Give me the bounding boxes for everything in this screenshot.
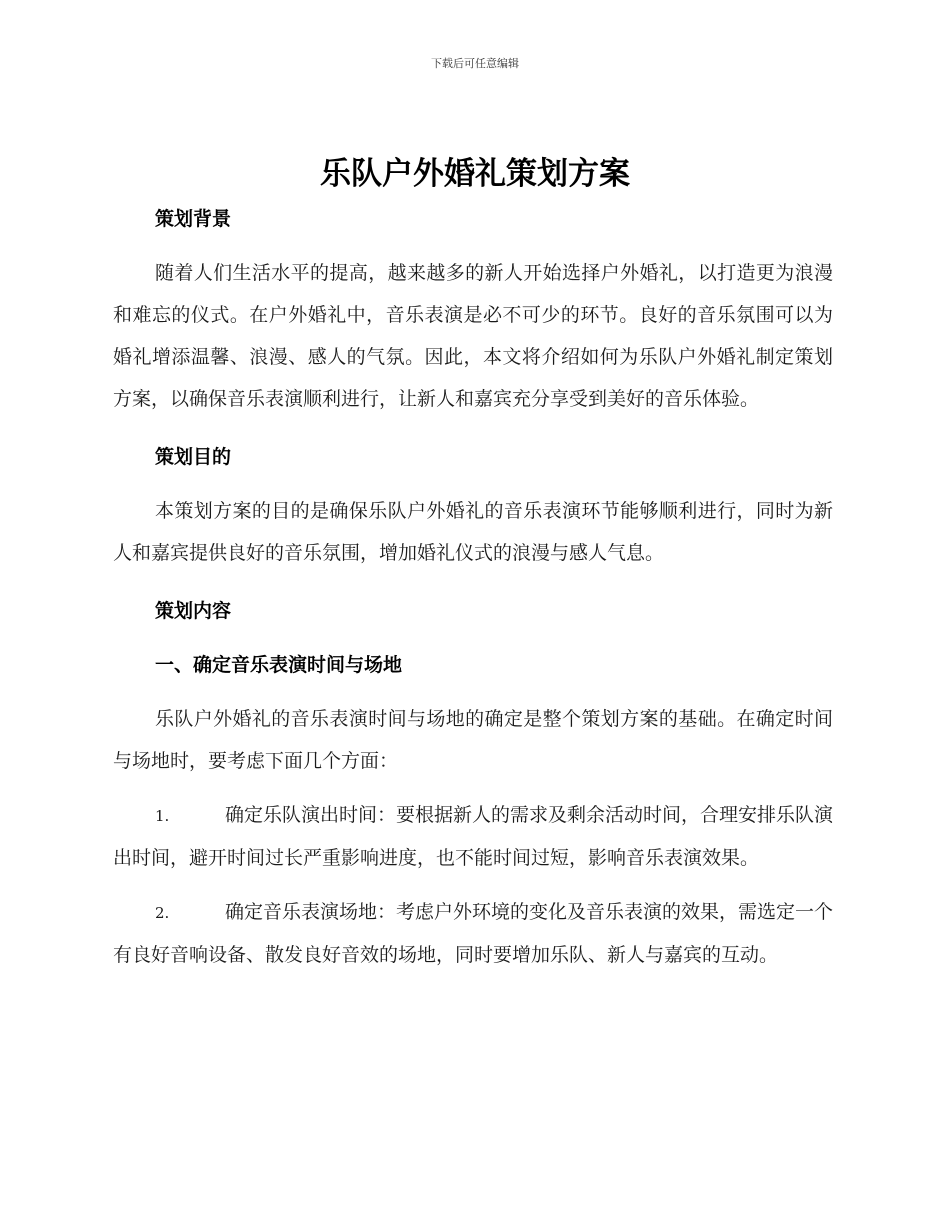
document-title: 乐队户外婚礼策划方案 [320, 156, 630, 192]
heading-background: 策划背景 [155, 208, 232, 230]
paragraph-time-venue: 乐队户外婚礼的音乐表演时间与场地的确定是整个策划方案的基础。在确定时间与场地时，要考虑下面几个方面： [113, 708, 833, 772]
list-item-number: 1. [155, 807, 170, 825]
list-item-number: 2. [155, 904, 170, 922]
list-item [113, 794, 833, 879]
list-item [113, 891, 833, 976]
heading-content: 策划内容 [155, 600, 232, 622]
paragraph-background: 随着人们生活水平的提高，越来越多的新人开始选择户外婚礼，以打造更为浪漫和难忘的仪式。在户外婚礼中，音乐表演是必不可少的环节。良好的音乐氛围可以为婚礼增添温馨、浪漫、感人的气氛。因此，本文将介绍如何为乐队户外婚礼制定策划方案，以确保音乐表演顺利进行，让新人和嘉宾充分享受到美好的音乐体验。 [113, 262, 833, 410]
document-body [113, 198, 833, 976]
subheading-time-venue: 一、确定音乐表演时间与场地 [155, 654, 403, 676]
list-item-text: 确定乐队演出时间：要根据新人的需求及剩余活动时间，合理安排乐队演出时间，避开时间过长严重影响进度，也不能时间过短，影响音乐表演效果。 [113, 804, 834, 869]
list-item-text: 确定音乐表演场地：考虑户外环境的变化及音乐表演的效果，需选定一个有良好音响设备、散发良好音效的场地，同时要增加乐队、新人与嘉宾的互动。 [113, 901, 834, 966]
heading-purpose: 策划目的 [155, 446, 232, 468]
page-header-note: 下载后可任意编辑 [431, 57, 519, 70]
paragraph-purpose: 本策划方案的目的是确保乐队户外婚礼的音乐表演环节能够顺利进行，同时为新人和嘉宾提供良好的音乐氛围，增加婚礼仪式的浪漫与感人气息。 [113, 500, 833, 564]
